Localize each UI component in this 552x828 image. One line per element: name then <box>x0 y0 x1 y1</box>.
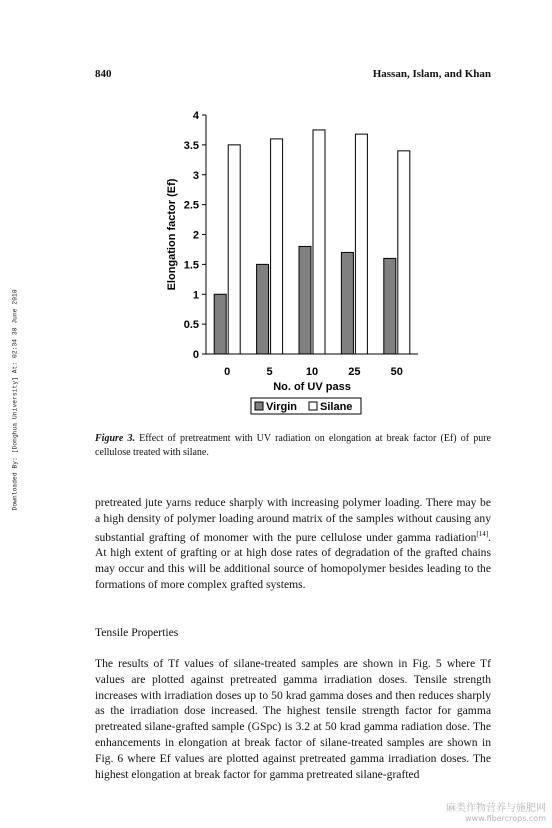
y-tick-label: 4 <box>192 110 199 122</box>
legend-label-virgin: Virgin <box>266 401 297 413</box>
y-tick-label: 3.5 <box>183 139 199 152</box>
figure-caption <box>95 432 491 460</box>
y-tick-label: 0 <box>192 349 199 361</box>
y-axis-label: Elongation factor (Ef) <box>166 178 178 291</box>
bar-silane-50 <box>398 151 410 354</box>
site-watermark <box>446 804 546 824</box>
bar-group <box>214 130 410 354</box>
chart-legend <box>251 398 361 414</box>
paragraph-1-text: pretreated jute yarns reduce sharply with increasing polymer loading. There may be a high density of polymer loading around matrix of the samples without causing any substantial grafting of monomer with the pure cellulose under gamma radiation <box>95 496 491 544</box>
bar-silane-10 <box>313 130 325 354</box>
y-tick-label: 2 <box>192 229 199 242</box>
legend-swatch-virgin <box>255 402 263 410</box>
x-tick-label: 0 <box>224 366 231 378</box>
legend-label-silane: Silane <box>320 401 353 413</box>
bar-silane-5 <box>271 139 283 354</box>
y-tick-label: 3 <box>192 169 199 182</box>
x-axis-ticks <box>224 366 403 378</box>
legend-swatch-silane <box>309 402 317 410</box>
bar-virgin-25 <box>341 252 353 354</box>
body-paragraph-1 <box>95 495 491 593</box>
figure-label: Figure 3. <box>95 433 135 444</box>
x-tick-label: 5 <box>266 366 273 378</box>
elongation-bar-chart <box>150 100 530 422</box>
running-header <box>95 68 491 80</box>
x-tick-label: 10 <box>305 366 319 378</box>
author-names: Hassan, Islam, and Khan <box>372 68 491 80</box>
bar-virgin-50 <box>384 258 396 354</box>
y-tick-label: 2.5 <box>183 199 199 212</box>
figure-caption-text: Effect of pretreatment with UV radiation on elongation at break factor (Ef) of pure cellulose treated with silane. <box>95 433 491 458</box>
paragraph-1-continuation: . At high extent of grafting or at high dose rates of degradation of the grafted chains may occur and this will be additional source of homopolymer besides leading to the formations of more complex grafted systems. <box>95 530 491 591</box>
x-tick-label: 50 <box>390 366 403 378</box>
y-tick-label: 1.5 <box>183 259 199 272</box>
bar-silane-25 <box>355 134 367 354</box>
bar-silane-0 <box>228 145 240 354</box>
body-paragraph-2: The results of Tf values of silane-treated samples are shown in Fig. 5 where Tf values are plotted against pretreated gamma irradiation doses. Tensile strength increases with irradiation doses up to 50 krad gamma doses and then reduces sharply as the irradiation dose increased. The highest tensile strength factor for gamma pretreated silane-grafted sample (GSpc) is 3.2 at 50 krad gamma radiation dose. The enhancements in elongation at break factor of silane-treated samples are shown in Fig. 6 where Ef values are plotted against pretreated gamma irradiation doses. The highest elongation at break factor for gamma pretreated silane-grafted <box>95 657 491 781</box>
y-axis-ticks <box>184 110 206 361</box>
x-tick-label: 25 <box>348 366 361 378</box>
y-tick-label: 0.5 <box>183 319 199 332</box>
section-heading: Tensile Properties <box>95 626 179 639</box>
citation-ref: [14] <box>476 529 489 538</box>
download-stamp: Downloaded By: [Donghua University] At: 02:34 30 June 2010 <box>11 289 19 511</box>
bar-virgin-0 <box>214 294 226 354</box>
bar-virgin-5 <box>257 264 269 354</box>
watermark-chinese-text: 麻类作物营养与施肥网 <box>446 803 546 814</box>
page-number: 840 <box>95 68 112 80</box>
bar-virgin-10 <box>299 246 311 354</box>
x-axis-label: No. of UV pass <box>273 381 351 393</box>
y-tick-label: 1 <box>192 289 199 302</box>
watermark-url: www.fibercrops.com <box>465 814 546 823</box>
